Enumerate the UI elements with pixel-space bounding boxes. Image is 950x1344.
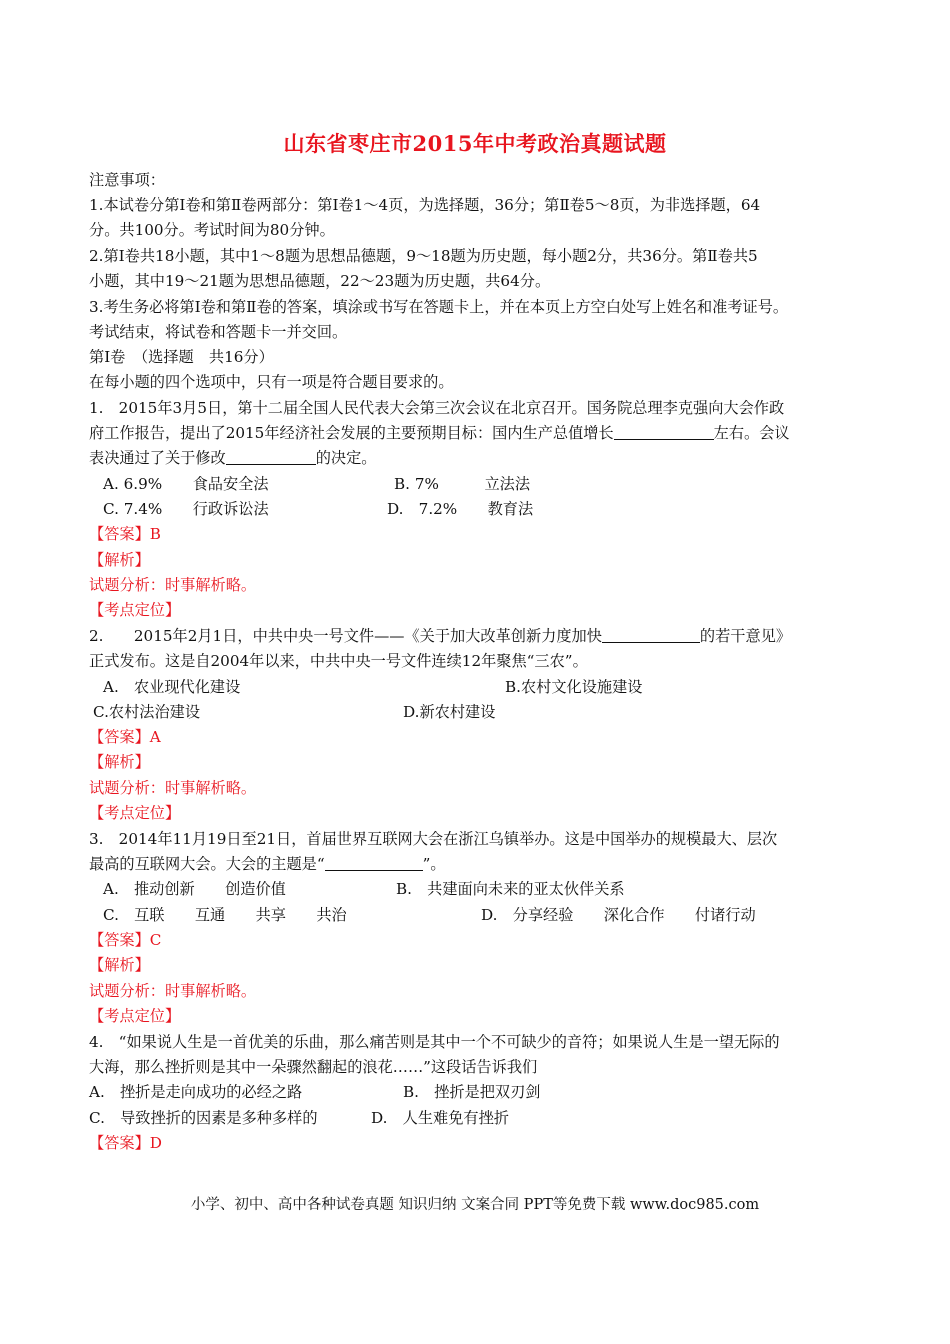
answer-label: 【答案】C [89,931,162,949]
answer-blank [614,425,714,440]
page-title: 山东省枣庄市2015年中考政治真题试题 [283,131,667,156]
option-d: D.新农村建设 [403,703,496,721]
question-3-text: 最高的互联网大会。大会的主题是“ ”。 [89,855,446,873]
option-d: D. 人生难免有挫折 [371,1109,509,1127]
question-4-text: 大海，那么挫折则是其中一朵骤然翻起的浪花……”这段话告诉我们 [89,1058,538,1076]
option-c: C.农村法治建设 [93,703,201,721]
option-b: B. 挫折是把双刃剑 [403,1083,541,1101]
kaodian-label: 【考点定位】 [89,1007,181,1025]
notice-line: 3.考生务必将第Ⅰ卷和第Ⅱ卷的答案，填涂或书写在答题卡上，并在本页上方空白处写上姓名和准考证号。 [89,298,789,316]
option-d: D. 分享经验 深化合作 付诸行动 [481,906,756,924]
option-a: A. 挫折是走向成功的必经之路 [89,1083,303,1101]
option-b: B. 共建面向未来的亚太伙伴关系 [396,880,625,898]
notice-line: 小题，其中19～21题为思想品德题，22～23题为历史题，共64分。 [89,272,551,290]
notice-line: 考试结束，将试卷和答题卡一并交回。 [89,323,348,341]
notice-line: 分。共100分。考试时间为80分钟。 [89,221,335,239]
kaodian-label: 【考点定位】 [89,804,181,822]
section-title: 第Ⅰ卷 （选择题 共16分） [89,348,274,366]
analysis-text: 试题分析：时事解析略。 [89,982,257,1000]
answer-label: 【答案】A [89,728,161,746]
notice-line: 2.第Ⅰ卷共18小题，其中1～8题为思想品德题，9～18题为历史题，每小题2分，共36分。第Ⅱ卷共5 [89,247,758,265]
question-1-text: 府工作报告，提出了2015年经济社会发展的主要预期目标：国内生产总值增长 左右。会议 [89,424,790,442]
option-a: A. 农业现代化建设 [103,678,241,696]
option-b: B. 7% 立法法 [394,475,531,493]
option-a: A. 推动创新 创造价值 [103,880,286,898]
analysis-label: 【解析】 [89,956,150,974]
analysis-label: 【解析】 [89,551,150,569]
option-b: B.农村文化设施建设 [505,678,643,696]
page-footer: 小学、初中、高中各种试卷真题 知识归纳 文案合同 PPT等免费下载 www.doc985.com [190,1197,760,1213]
question-2-text: 2. 2015年2月1日，中共中央一号文件——《关于加大改革创新力度加快 的若干意见》 [89,627,792,645]
question-3-text: 3. 2014年11月19日至21日，首届世界互联网大会在浙江乌镇举办。这是中国举办的规模最大、层次 [89,830,778,848]
kaodian-label: 【考点定位】 [89,601,181,619]
question-1-text: 1. 2015年3月5日，第十二届全国人民代表大会第三次会议在北京召开。国务院总理李克强向大会作政 [89,399,785,417]
option-c: C. 导致挫折的因素是多种多样的 [89,1109,318,1127]
question-1-text: 表决通过了关于修改 的决定。 [89,449,377,467]
analysis-text: 试题分析：时事解析略。 [89,779,257,797]
question-4-text: 4. “如果说人生是一首优美的乐曲，那么痛苦则是其中一个不可缺少的音符；如果说人生是一望无际的 [89,1033,780,1051]
answer-label: 【答案】B [89,525,161,543]
notice-line: 1.本试卷分第Ⅰ卷和第Ⅱ卷两部分：第Ⅰ卷1～4页，为选择题，36分；第Ⅱ卷5～8页，为非选择题，64 [89,196,761,214]
answer-blank [226,450,316,465]
answer-blank [325,856,423,871]
answer-label: 【答案】D [89,1134,162,1152]
analysis-text: 试题分析：时事解析略。 [89,576,257,594]
section-instruction: 在每小题的四个选项中，只有一项是符合题目要求的。 [89,373,454,391]
option-c: C. 7.4% 行政诉讼法 [103,500,269,518]
option-d: D. 7.2% 教育法 [387,500,534,518]
question-2-text: 正式发布。这是自2004年以来，中共中央一号文件连续12年聚焦“三农”。 [89,652,588,670]
answer-blank [602,628,700,643]
option-c: C. 互联 互通 共享 共治 [103,906,347,924]
option-a: A. 6.9% 食品安全法 [103,475,269,493]
analysis-label: 【解析】 [89,753,150,771]
notice-heading: 注意事项： [89,171,165,189]
